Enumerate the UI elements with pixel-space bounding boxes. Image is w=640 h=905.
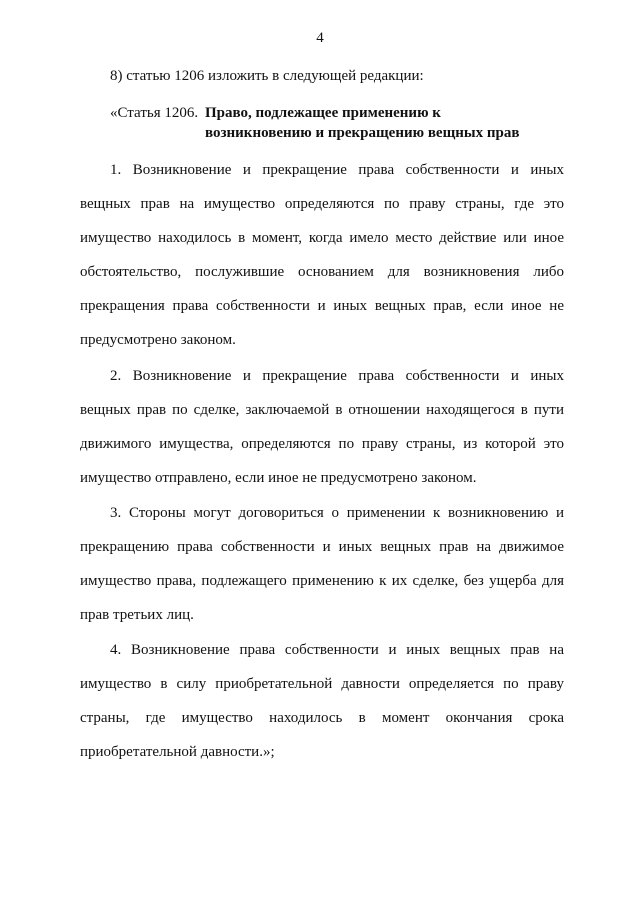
article-heading (110, 103, 519, 143)
amendment-intro: 8) статью 1206 изложить в следующей редакции: (110, 68, 424, 84)
article-title-line2: возникновению и прекращению вещных прав (205, 125, 520, 141)
article-paragraph-2: 2. Возникновение и прекращение права собственности и иных вещных прав по сделке, заключаемой в отношении находящегося в пути движимого имущества, определяются по праву страны, из которой это имущество отправлено, если иное не предусмотрено законом. (80, 368, 564, 486)
article-heading-line1 (110, 103, 519, 123)
article-title-line1: Право, подлежащее применению к (205, 105, 441, 121)
article-paragraph-4: 4. Возникновение права собственности и иных вещных прав на имущество в силу приобретательной давности определяется по праву страны, где имущество находилось в момент окончания срока приобретательной давности.»; (80, 642, 564, 760)
article-prefix: «Статья 1206. (110, 105, 199, 121)
article-paragraph-3: 3. Стороны могут договориться о применении к возникновению и прекращению права собственности и иных вещных прав на движимое имущество права, подлежащего применению к их сделке, без ущерба для прав третьих лиц. (80, 505, 564, 623)
page-number: 4 (316, 30, 324, 46)
article-paragraph-1: 1. Возникновение и прекращение права собственности и иных вещных прав на имущество определяются по праву страны, где это имущество находилось в момент, когда имело место действие или иное обстоятельство, послужившие основанием для возникновения либо прекращения права собственности и иных вещных прав, если иное не предусмотрено законом. (80, 162, 564, 348)
